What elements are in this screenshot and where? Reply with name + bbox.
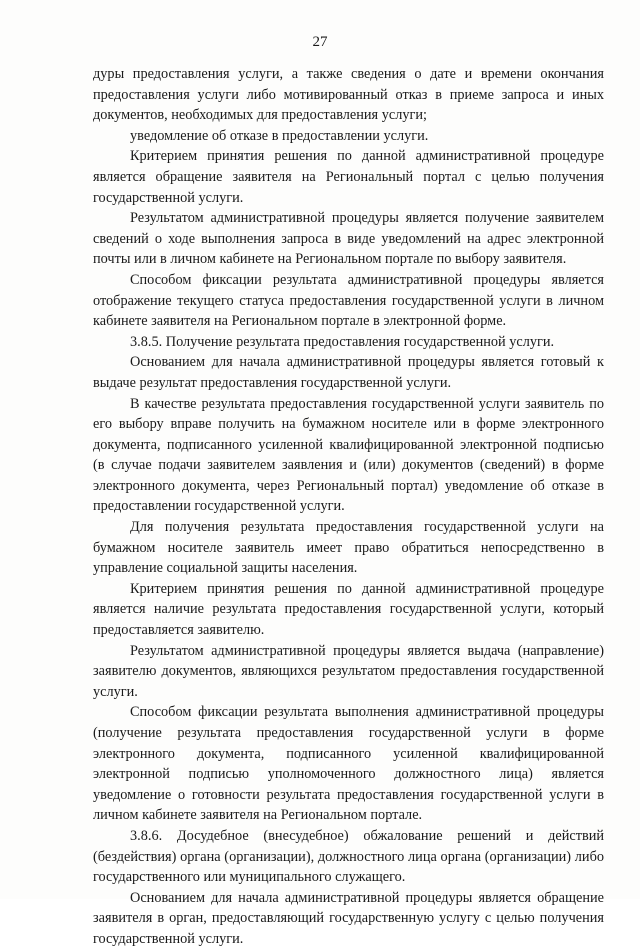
section-heading: 3.8.5. Получение результата предоставления государственной услуги. [130, 333, 555, 350]
paragraph: Способом фиксации результата административной процедуры является отображение текущего статуса предоставления государственной услуги в личном кабинете заявителя на Региональном портале в электронной форме. [93, 271, 604, 330]
section-heading: 3.8.6. Досудебное (внесудебное) обжалование решений и действий (бездействия) органа (организации), должностного лица органа (организации) либо государственного или муниципального служащего. [93, 827, 604, 886]
body-text [93, 64, 604, 950]
paragraph: Критерием принятия решения по данной административной процедуре является обращение заявителя на Региональный портал с целью получения государственной услуги. [93, 148, 604, 206]
paragraph: Основанием для начала административной процедуры является обращение заявителя в орган, предоставляющий государственную услугу с целью получения государственной услуги. [93, 889, 604, 947]
paragraph: уведомление об отказе в предоставлении услуги. [130, 127, 429, 144]
paragraph: Результатом административной процедуры является получение заявителем сведений о ходе выполнения запроса в виде уведомлений на адрес электронной почты или в личном кабинете на Региональном портале по выбору заявителя. [93, 210, 604, 268]
paragraph: Результатом административной процедуры является выдача (направление) заявителю документов, являющихся результатом предоставления государственной услуги. [93, 642, 604, 700]
page-number: 27 [312, 34, 328, 50]
paragraph: Основанием для начала административной процедуры является готовый к выдаче результат предоставления государственной услуги. [93, 354, 604, 391]
paragraph: Для получения результата предоставления государственной услуги на бумажном носителе заявитель имеет право обратиться непосредственно в управление социальной защиты населения. [93, 519, 604, 577]
paragraph: Критерием принятия решения по данной административной процедуре является наличие результата предоставления государственной услуги, который предоставляется заявителю. [93, 580, 604, 639]
paragraph: дуры предоставления услуги, а также сведения о дате и времени окончания предоставления услуги либо мотивированный отказ в приеме запроса и иных документов, необходимых для предоставления услуги; [93, 66, 604, 124]
paragraph: В качестве результата предоставления государственной услуги заявитель по его выбору вправе получить на бумажном носителе или в форме электронного документа, подписанного усиленной квалифицированной электронной подписью (в случае подачи заявителем заявления и (или) документов (сведений) в форме электронного документа, через Региональный портал) уведомление об отказе в предоставлении государственной услуги. [93, 395, 604, 515]
paragraph: Способом фиксации результата выполнения административной процедуры (получение результата предоставления государственной услуги в форме электронного документа, подписанного усиленной квалифицированной электронной подписью уполномоченного должностного лица) является уведомление о готовности результата предоставления государственной услуги в личном кабинете заявителя на Региональном портале. [93, 704, 604, 824]
